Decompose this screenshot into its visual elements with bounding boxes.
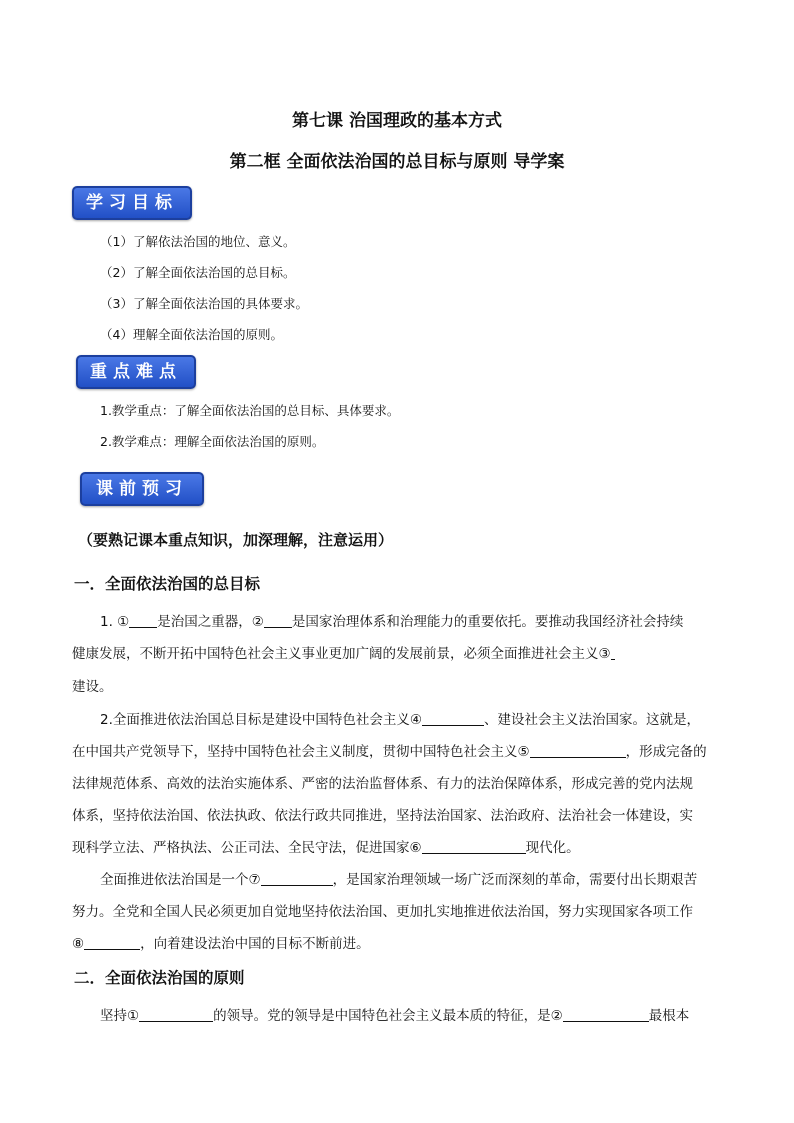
preview-badge: 课前预习 [80, 472, 204, 506]
s2-p1-line1 [100, 1004, 689, 1024]
s1-p2-text6: 现代化。 [525, 840, 580, 856]
blank-s2-1[interactable] [139, 1007, 213, 1022]
key-points-badge: 重点难点 [76, 355, 196, 389]
s1-p2-text2: 、建设社会主义法治国家。这就是， [483, 712, 700, 728]
s1-p1-text3: 健康发展，不断开拓中国特色社会主义事业更加广阔的发展前景，必须全面推进社会主义③ [72, 646, 611, 662]
key-point-item: 2.教学难点：理解全面依法治国的原则。 [100, 434, 325, 449]
s1-p3-line1 [100, 868, 697, 888]
key-point-item: 1.教学重点：了解全面依法治国的总目标、具体要求。 [100, 403, 400, 418]
blank-3[interactable] [611, 645, 615, 660]
s1-p3-text2: ，是国家治理领域一场广泛而深刻的革命，需要付出长期艰苦 [332, 872, 698, 888]
s1-p2-line3: 法律规范体系、高效的法治实施体系、严密的法治监督体系、有力的法治保障体系，形成完善的党内法规 [72, 776, 693, 792]
s1-p3-line2: 努力。全党和全国人民必须更加自觉地坚持依法治国、更加扎实地推进依法治国，努力实现国家各项工作 [72, 904, 693, 920]
s1-p1-prefix: 1. ① [100, 614, 130, 630]
s1-p1-line1 [100, 610, 683, 630]
blank-2[interactable] [264, 613, 292, 628]
section2-heading: 二．全面依法治国的原则 [74, 969, 245, 987]
s2-p1-text3: 最根本 [648, 1008, 690, 1024]
s1-p2-text5: 现科学立法、严格执法、公正司法、全民守法，促进国家⑥ [72, 840, 422, 856]
s1-p3-text4: ，向着建设法治中国的目标不断前进。 [140, 936, 370, 952]
s2-p1-text2: 的领导。党的领导是中国特色社会主义最本质的特征，是② [213, 1008, 563, 1024]
blank-7[interactable] [261, 871, 333, 886]
s2-p1-text1: 坚持① [100, 1008, 140, 1024]
blank-8[interactable] [84, 935, 140, 950]
objective-item: （2）了解全面依法治国的总目标。 [100, 265, 296, 280]
blank-5[interactable] [530, 743, 626, 758]
preview-note: （要熟记课本重点知识，加深理解，注意运用） [78, 531, 394, 549]
s1-p3-text1: 全面推进依法治国是一个⑦ [100, 872, 261, 888]
s1-p1-text2: 是国家治理体系和治理能力的重要依托。要推动我国经济社会持续 [291, 614, 684, 630]
objective-item: （1）了解依法治国的地位、意义。 [100, 234, 296, 249]
s1-p3-line3 [72, 932, 370, 952]
s1-p2-line1 [100, 708, 700, 728]
blank-1[interactable] [129, 613, 157, 628]
s1-p2-text1: 2.全面推进依法治国总目标是建设中国特色社会主义④ [100, 712, 422, 728]
s1-p1-line3: 建设。 [72, 679, 113, 695]
s1-p2-text4: ，形成完备的 [625, 744, 707, 760]
s1-p3-text3: ⑧ [72, 936, 85, 952]
s1-p2-line4: 体系，坚持依法治国、依法执政、依法行政共同推进，坚持法治国家、法治政府、法治社会一体建设，实 [72, 808, 693, 824]
objective-item: （4）理解全面依法治国的原则。 [100, 327, 283, 342]
s1-p2-line2 [72, 740, 707, 760]
lesson-title: 第七课 治国理政的基本方式 [292, 111, 502, 131]
s1-p1-text1: 是治国之重器，② [157, 614, 264, 630]
blank-6[interactable] [422, 839, 526, 854]
section-title: 第二框 全面依法治国的总目标与原则 导学案 [229, 152, 565, 172]
s1-p2-line5 [72, 836, 580, 856]
objective-item: （3）了解全面依法治国的具体要求。 [100, 296, 308, 311]
objectives-badge: 学习目标 [72, 186, 192, 220]
s1-p1-line2 [72, 642, 615, 662]
blank-s2-2[interactable] [563, 1007, 649, 1022]
section1-heading: 一．全面依法治国的总目标 [74, 575, 261, 593]
blank-4[interactable] [422, 711, 484, 726]
s1-p2-text3: 在中国共产党领导下，坚持中国特色社会主义制度，贯彻中国特色社会主义⑤ [72, 744, 530, 760]
